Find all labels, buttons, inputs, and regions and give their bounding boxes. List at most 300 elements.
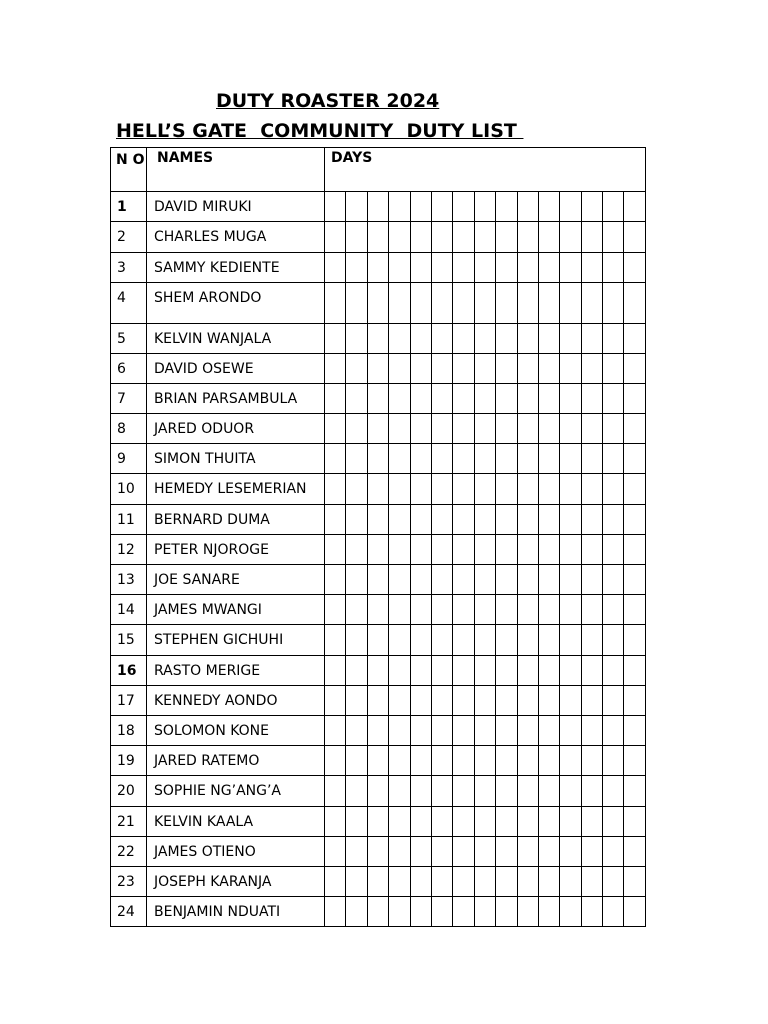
day-cell bbox=[517, 414, 538, 444]
day-cell bbox=[560, 384, 581, 414]
day-cell bbox=[517, 897, 538, 927]
day-cell bbox=[496, 192, 517, 222]
day-cell bbox=[474, 283, 495, 324]
day-cell bbox=[496, 595, 517, 625]
day-cell bbox=[624, 505, 645, 535]
day-cell bbox=[624, 535, 645, 565]
row-number: 4 bbox=[111, 283, 147, 324]
day-cell bbox=[431, 807, 452, 837]
day-cell bbox=[346, 535, 367, 565]
day-cell bbox=[431, 414, 452, 444]
day-cell bbox=[560, 776, 581, 807]
day-cell bbox=[367, 625, 388, 656]
day-cell bbox=[624, 354, 645, 384]
day-cell bbox=[474, 354, 495, 384]
day-cell bbox=[517, 746, 538, 776]
day-cell bbox=[346, 686, 367, 716]
day-cell bbox=[581, 354, 602, 384]
day-cell bbox=[389, 222, 410, 253]
day-cell bbox=[603, 776, 624, 807]
day-cell bbox=[560, 222, 581, 253]
day-cell bbox=[325, 565, 346, 595]
day-cell bbox=[581, 807, 602, 837]
day-cell bbox=[538, 595, 559, 625]
day-cell bbox=[453, 867, 474, 897]
day-cell bbox=[474, 807, 495, 837]
day-cell bbox=[389, 565, 410, 595]
day-cell bbox=[496, 656, 517, 686]
day-cell bbox=[346, 807, 367, 837]
row-name: JARED ODUOR bbox=[147, 414, 325, 444]
day-cell bbox=[431, 384, 452, 414]
row-name: STEPHEN GICHUHI bbox=[147, 625, 325, 656]
day-cell bbox=[431, 354, 452, 384]
table-row bbox=[111, 867, 646, 897]
row-name: JOE SANARE bbox=[147, 565, 325, 595]
row-name: BERNARD DUMA bbox=[147, 505, 325, 535]
day-cell bbox=[538, 444, 559, 474]
table-row bbox=[111, 837, 646, 867]
row-name: SAMMY KEDIENTE bbox=[147, 253, 325, 283]
day-cell bbox=[346, 897, 367, 927]
day-cell bbox=[517, 283, 538, 324]
day-cell bbox=[474, 595, 495, 625]
day-cell bbox=[431, 222, 452, 253]
day-cell bbox=[517, 354, 538, 384]
day-cell bbox=[517, 324, 538, 354]
day-cell bbox=[453, 384, 474, 414]
day-cell bbox=[346, 384, 367, 414]
day-cell bbox=[453, 324, 474, 354]
day-cell bbox=[367, 192, 388, 222]
row-number: 20 bbox=[111, 776, 147, 807]
day-cell bbox=[538, 324, 559, 354]
day-cell bbox=[517, 625, 538, 656]
day-cell bbox=[474, 324, 495, 354]
day-cell bbox=[496, 807, 517, 837]
day-cell bbox=[389, 686, 410, 716]
day-cell bbox=[410, 716, 431, 746]
header-names: NAMES bbox=[147, 148, 325, 192]
day-cell bbox=[624, 283, 645, 324]
day-cell bbox=[538, 807, 559, 837]
row-name: SHEM ARONDO bbox=[147, 283, 325, 324]
row-number: 15 bbox=[111, 625, 147, 656]
day-cell bbox=[560, 414, 581, 444]
day-cell bbox=[389, 776, 410, 807]
row-number: 3 bbox=[111, 253, 147, 283]
day-cell bbox=[538, 384, 559, 414]
day-cell bbox=[346, 354, 367, 384]
day-cell bbox=[367, 222, 388, 253]
day-cell bbox=[496, 384, 517, 414]
table-row bbox=[111, 625, 646, 656]
day-cell bbox=[367, 716, 388, 746]
day-cell bbox=[538, 474, 559, 505]
day-cell bbox=[624, 897, 645, 927]
day-cell bbox=[581, 283, 602, 324]
day-cell bbox=[581, 192, 602, 222]
day-cell bbox=[453, 746, 474, 776]
day-cell bbox=[624, 656, 645, 686]
row-name: KELVIN WANJALA bbox=[147, 324, 325, 354]
day-cell bbox=[581, 384, 602, 414]
day-cell bbox=[410, 414, 431, 444]
row-name: RASTO MERIGE bbox=[147, 656, 325, 686]
day-cell bbox=[325, 867, 346, 897]
day-cell bbox=[581, 535, 602, 565]
day-cell bbox=[389, 867, 410, 897]
day-cell bbox=[517, 474, 538, 505]
table-row bbox=[111, 535, 646, 565]
row-name: JAMES MWANGI bbox=[147, 595, 325, 625]
day-cell bbox=[346, 253, 367, 283]
day-cell bbox=[474, 192, 495, 222]
day-cell bbox=[496, 253, 517, 283]
day-cell bbox=[325, 474, 346, 505]
day-cell bbox=[538, 776, 559, 807]
day-cell bbox=[603, 746, 624, 776]
day-cell bbox=[496, 444, 517, 474]
row-name: KENNEDY AONDO bbox=[147, 686, 325, 716]
day-cell bbox=[474, 222, 495, 253]
day-cell bbox=[560, 625, 581, 656]
day-cell bbox=[389, 414, 410, 444]
day-cell bbox=[560, 444, 581, 474]
day-cell bbox=[367, 354, 388, 384]
day-cell bbox=[474, 656, 495, 686]
day-cell bbox=[603, 625, 624, 656]
day-cell bbox=[367, 897, 388, 927]
day-cell bbox=[410, 384, 431, 414]
day-cell bbox=[325, 354, 346, 384]
day-cell bbox=[346, 656, 367, 686]
day-cell bbox=[325, 837, 346, 867]
row-number: 18 bbox=[111, 716, 147, 746]
day-cell bbox=[496, 565, 517, 595]
day-cell bbox=[474, 625, 495, 656]
day-cell bbox=[453, 776, 474, 807]
day-cell bbox=[367, 474, 388, 505]
day-cell bbox=[325, 444, 346, 474]
day-cell bbox=[496, 837, 517, 867]
row-name: KELVIN KAALA bbox=[147, 807, 325, 837]
day-cell bbox=[560, 837, 581, 867]
day-cell bbox=[581, 686, 602, 716]
day-cell bbox=[560, 686, 581, 716]
header-no: N O bbox=[111, 148, 147, 192]
day-cell bbox=[560, 253, 581, 283]
day-cell bbox=[538, 837, 559, 867]
day-cell bbox=[560, 595, 581, 625]
day-cell bbox=[517, 807, 538, 837]
day-cell bbox=[453, 625, 474, 656]
day-cell bbox=[560, 807, 581, 837]
day-cell bbox=[431, 746, 452, 776]
day-cell bbox=[624, 867, 645, 897]
row-number: 22 bbox=[111, 837, 147, 867]
day-cell bbox=[624, 565, 645, 595]
day-cell bbox=[517, 595, 538, 625]
table-row bbox=[111, 565, 646, 595]
row-number: 12 bbox=[111, 535, 147, 565]
day-cell bbox=[581, 565, 602, 595]
day-cell bbox=[325, 192, 346, 222]
day-cell bbox=[346, 716, 367, 746]
day-cell bbox=[367, 656, 388, 686]
day-cell bbox=[538, 505, 559, 535]
day-cell bbox=[346, 595, 367, 625]
table-row bbox=[111, 776, 646, 807]
day-cell bbox=[538, 192, 559, 222]
day-cell bbox=[624, 746, 645, 776]
day-cell bbox=[453, 595, 474, 625]
day-cell bbox=[474, 746, 495, 776]
table-header-row bbox=[111, 148, 646, 192]
day-cell bbox=[624, 414, 645, 444]
day-cell bbox=[410, 535, 431, 565]
day-cell bbox=[325, 746, 346, 776]
day-cell bbox=[367, 867, 388, 897]
day-cell bbox=[453, 656, 474, 686]
day-cell bbox=[603, 354, 624, 384]
day-cell bbox=[389, 746, 410, 776]
row-number: 16 bbox=[111, 656, 147, 686]
day-cell bbox=[624, 776, 645, 807]
day-cell bbox=[624, 444, 645, 474]
row-name: SOPHIE NG’ANG’A bbox=[147, 776, 325, 807]
day-cell bbox=[517, 222, 538, 253]
row-number: 8 bbox=[111, 414, 147, 444]
row-number: 1 bbox=[111, 192, 147, 222]
day-cell bbox=[431, 324, 452, 354]
day-cell bbox=[346, 414, 367, 444]
day-cell bbox=[325, 222, 346, 253]
day-cell bbox=[346, 625, 367, 656]
day-cell bbox=[603, 716, 624, 746]
day-cell bbox=[517, 384, 538, 414]
day-cell bbox=[346, 837, 367, 867]
table-row bbox=[111, 656, 646, 686]
day-cell bbox=[453, 192, 474, 222]
day-cell bbox=[517, 565, 538, 595]
day-cell bbox=[325, 283, 346, 324]
row-name: DAVID OSEWE bbox=[147, 354, 325, 384]
row-number: 2 bbox=[111, 222, 147, 253]
day-cell bbox=[496, 897, 517, 927]
day-cell bbox=[410, 474, 431, 505]
table-row bbox=[111, 253, 646, 283]
day-cell bbox=[538, 867, 559, 897]
day-cell bbox=[496, 354, 517, 384]
day-cell bbox=[346, 444, 367, 474]
day-cell bbox=[581, 746, 602, 776]
day-cell bbox=[453, 897, 474, 927]
day-cell bbox=[474, 505, 495, 535]
day-cell bbox=[431, 565, 452, 595]
table-row bbox=[111, 897, 646, 927]
day-cell bbox=[538, 283, 559, 324]
day-cell bbox=[389, 716, 410, 746]
day-cell bbox=[581, 474, 602, 505]
day-cell bbox=[538, 354, 559, 384]
day-cell bbox=[389, 625, 410, 656]
day-cell bbox=[367, 414, 388, 444]
day-cell bbox=[624, 474, 645, 505]
day-cell bbox=[474, 414, 495, 444]
day-cell bbox=[560, 474, 581, 505]
day-cell bbox=[624, 253, 645, 283]
day-cell bbox=[389, 192, 410, 222]
day-cell bbox=[410, 565, 431, 595]
day-cell bbox=[560, 867, 581, 897]
day-cell bbox=[431, 897, 452, 927]
table-row bbox=[111, 414, 646, 444]
row-number: 7 bbox=[111, 384, 147, 414]
day-cell bbox=[389, 897, 410, 927]
day-cell bbox=[453, 354, 474, 384]
day-cell bbox=[453, 283, 474, 324]
day-cell bbox=[389, 807, 410, 837]
day-cell bbox=[389, 837, 410, 867]
day-cell bbox=[496, 746, 517, 776]
day-cell bbox=[389, 324, 410, 354]
day-cell bbox=[431, 716, 452, 746]
day-cell bbox=[367, 324, 388, 354]
day-cell bbox=[496, 867, 517, 897]
day-cell bbox=[517, 686, 538, 716]
day-cell bbox=[560, 535, 581, 565]
day-cell bbox=[431, 867, 452, 897]
day-cell bbox=[581, 595, 602, 625]
day-cell bbox=[624, 595, 645, 625]
day-cell bbox=[603, 253, 624, 283]
day-cell bbox=[538, 625, 559, 656]
day-cell bbox=[474, 444, 495, 474]
row-name: JOSEPH KARANJA bbox=[147, 867, 325, 897]
day-cell bbox=[367, 283, 388, 324]
day-cell bbox=[367, 384, 388, 414]
row-number: 11 bbox=[111, 505, 147, 535]
day-cell bbox=[367, 807, 388, 837]
day-cell bbox=[581, 414, 602, 444]
day-cell bbox=[581, 837, 602, 867]
day-cell bbox=[603, 474, 624, 505]
day-cell bbox=[603, 595, 624, 625]
row-number: 21 bbox=[111, 807, 147, 837]
day-cell bbox=[496, 222, 517, 253]
day-cell bbox=[346, 746, 367, 776]
day-cell bbox=[517, 776, 538, 807]
day-cell bbox=[410, 505, 431, 535]
table-row bbox=[111, 807, 646, 837]
day-cell bbox=[624, 324, 645, 354]
row-number: 10 bbox=[111, 474, 147, 505]
day-cell bbox=[581, 897, 602, 927]
table-row bbox=[111, 505, 646, 535]
day-cell bbox=[624, 716, 645, 746]
day-cell bbox=[389, 444, 410, 474]
row-name: BENJAMIN NDUATI bbox=[147, 897, 325, 927]
day-cell bbox=[603, 283, 624, 324]
day-cell bbox=[474, 837, 495, 867]
day-cell bbox=[603, 324, 624, 354]
day-cell bbox=[410, 253, 431, 283]
header-days: DAYS bbox=[325, 148, 646, 192]
day-cell bbox=[410, 897, 431, 927]
day-cell bbox=[474, 897, 495, 927]
day-cell bbox=[453, 535, 474, 565]
day-cell bbox=[538, 716, 559, 746]
day-cell bbox=[367, 565, 388, 595]
day-cell bbox=[389, 283, 410, 324]
table-row bbox=[111, 384, 646, 414]
day-cell bbox=[453, 807, 474, 837]
day-cell bbox=[325, 505, 346, 535]
day-cell bbox=[496, 686, 517, 716]
day-cell bbox=[325, 776, 346, 807]
day-cell bbox=[517, 716, 538, 746]
day-cell bbox=[517, 505, 538, 535]
day-cell bbox=[581, 716, 602, 746]
day-cell bbox=[603, 867, 624, 897]
day-cell bbox=[431, 595, 452, 625]
day-cell bbox=[453, 565, 474, 595]
day-cell bbox=[474, 535, 495, 565]
document-subtitle: HELL’S GATE COMMUNITY DUTY LIST bbox=[116, 120, 524, 142]
day-cell bbox=[581, 222, 602, 253]
day-cell bbox=[410, 837, 431, 867]
document-title: DUTY ROASTER 2024 bbox=[216, 90, 440, 112]
day-cell bbox=[560, 656, 581, 686]
day-cell bbox=[560, 192, 581, 222]
day-cell bbox=[453, 253, 474, 283]
day-cell bbox=[431, 837, 452, 867]
row-name: DAVID MIRUKI bbox=[147, 192, 325, 222]
day-cell bbox=[496, 625, 517, 656]
day-cell bbox=[346, 867, 367, 897]
day-cell bbox=[346, 283, 367, 324]
day-cell bbox=[560, 505, 581, 535]
day-cell bbox=[538, 746, 559, 776]
row-number: 17 bbox=[111, 686, 147, 716]
day-cell bbox=[538, 565, 559, 595]
table-row bbox=[111, 324, 646, 354]
table-row bbox=[111, 222, 646, 253]
day-cell bbox=[581, 776, 602, 807]
day-cell bbox=[325, 716, 346, 746]
row-number: 19 bbox=[111, 746, 147, 776]
day-cell bbox=[367, 837, 388, 867]
day-cell bbox=[517, 867, 538, 897]
day-cell bbox=[603, 192, 624, 222]
day-cell bbox=[325, 656, 346, 686]
day-cell bbox=[603, 837, 624, 867]
day-cell bbox=[410, 192, 431, 222]
day-cell bbox=[325, 414, 346, 444]
day-cell bbox=[560, 716, 581, 746]
row-number: 9 bbox=[111, 444, 147, 474]
day-cell bbox=[410, 686, 431, 716]
day-cell bbox=[517, 535, 538, 565]
row-number: 5 bbox=[111, 324, 147, 354]
day-cell bbox=[581, 656, 602, 686]
row-number: 14 bbox=[111, 595, 147, 625]
day-cell bbox=[431, 253, 452, 283]
day-cell bbox=[474, 716, 495, 746]
row-name: CHARLES MUGA bbox=[147, 222, 325, 253]
day-cell bbox=[603, 656, 624, 686]
